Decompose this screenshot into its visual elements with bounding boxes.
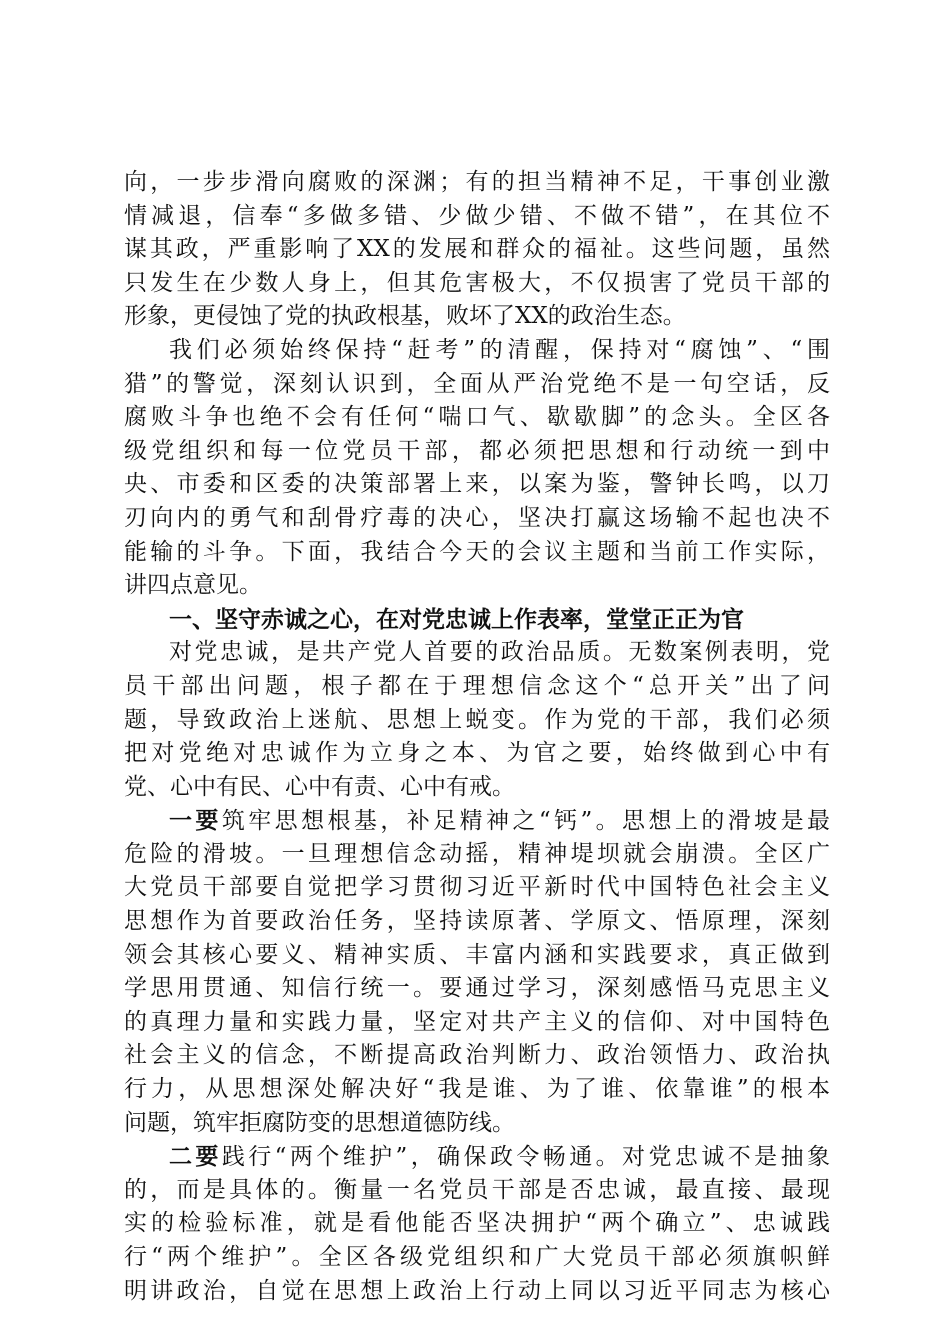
text-line: 行“两个维护”。全区各级党组织和广大党员干部必须旗帜鲜 xyxy=(124,1244,830,1270)
text-line: 问题，筑牢拒腐防变的思想道德防线。 xyxy=(124,1109,515,1136)
text-line: 危险的滑坡。一旦理想信念动摇，精神堤坝就会崩溃。全区广 xyxy=(124,840,830,867)
text-line: 级党组织和每一位党员干部，都必须把思想和行动统一到中 xyxy=(124,437,830,464)
text-line xyxy=(124,1140,830,1174)
text-line: 的真理力量和实践力量，坚定对共产主义的信仰、对中国特色 xyxy=(124,1008,830,1035)
text-line: 把对党绝对忠诚作为立身之本、为官之要，始终做到心中有 xyxy=(124,740,830,767)
text-line: 腐败斗争也绝不会有任何“喘口气、歇歇脚”的念头。全区各 xyxy=(124,404,830,431)
text-line: 实的检验标准，就是看他能否坚决拥护“两个确立”、忠诚践 xyxy=(124,1210,830,1237)
text-line: 员干部出问题，根子都在于理想信念这个“总开关”出了问 xyxy=(124,672,830,699)
text-line: 思想作为首要政治任务，坚持读原著、学原文、悟原理，深刻 xyxy=(124,908,830,935)
text-line: 只发生在少数人身上，但其危害极大，不仅损害了党员干部的 xyxy=(124,269,830,296)
section-heading xyxy=(124,603,830,637)
text-line: 学思用贯通、知信行统一。要通过学习，深刻感悟马克思主义 xyxy=(124,975,830,1002)
point-text: 践行“两个维护”，确保政令畅通。对党忠诚不是抽象 xyxy=(221,1144,830,1171)
text-line: 党、心中有民、心中有责、心中有戒。 xyxy=(124,773,515,800)
paragraph-point-one xyxy=(124,804,830,1140)
text-line: 向，一步步滑向腐败的深渊；有的担当精神不足，干事创业激 xyxy=(124,169,830,195)
text-line: 明讲政治，自觉在思想上政治上行动上同以习近平同志为核心 xyxy=(124,1277,830,1304)
text-line: 领会其核心要义、精神实质、丰富内涵和实践要求，真正做到 xyxy=(124,941,830,968)
text-line: 能输的斗争。下面，我结合今天的会议主题和当前工作实际， xyxy=(124,538,830,565)
text-line: 谋其政，严重影响了XX的发展和群众的福祉。这些问题，虽然 xyxy=(124,236,830,263)
point-lead: 二要 xyxy=(169,1143,222,1171)
point-text: 筑牢思想根基，补足精神之“钙”。思想上的滑坡是最 xyxy=(221,808,830,835)
section-heading-text: 一、坚守赤诚之心，在对党忠诚上作表率，堂堂正正为官 xyxy=(169,605,744,633)
text-line: 猎”的警觉，深刻认识到，全面从严治党绝不是一句空话，反 xyxy=(124,370,830,397)
text-line: 对党忠诚，是共产党人首要的政治品质。无数案例表明，党 xyxy=(169,639,830,666)
text-line: 的，而是具体的。衡量一名党员干部是否忠诚，最直接、最现 xyxy=(124,1176,830,1203)
text-line: 刃向内的勇气和刮骨疗毒的决心，坚决打赢这场输不起也决不 xyxy=(124,504,830,531)
paragraph xyxy=(124,334,830,603)
text-line: 社会主义的信念，不断提高政治判断力、政治领悟力、政治执 xyxy=(124,1042,830,1069)
paragraph xyxy=(124,636,830,804)
text-line: 题，导致政治上迷航、思想上蜕变。作为党的干部，我们必须 xyxy=(124,706,830,733)
document-page xyxy=(124,166,830,1308)
text-line xyxy=(124,804,830,838)
paragraph-point-two xyxy=(124,1140,830,1308)
text-line: 讲四点意见。 xyxy=(124,572,262,599)
text-line: 央、市委和区委的决策部署上来，以案为鉴，警钟长鸣，以刀 xyxy=(124,471,830,498)
text-line: 我们必须始终保持“赶考”的清醒，保持对“腐蚀”、“围 xyxy=(169,336,830,363)
text-line: 情减退，信奉“多做多错、少做少错、不做不错”，在其位不 xyxy=(124,202,830,229)
text-line: 大党员干部要自觉把学习贯彻习近平新时代中国特色社会主义 xyxy=(124,874,830,901)
paragraph-continuation xyxy=(124,166,830,334)
point-lead: 一要 xyxy=(169,807,222,835)
text-line: 形象，更侵蚀了党的执政根基，败坏了XX的政治生态。 xyxy=(124,303,686,330)
text-line: 行力，从思想深处解决好“我是谁、为了谁、依靠谁”的根本 xyxy=(124,1076,830,1103)
